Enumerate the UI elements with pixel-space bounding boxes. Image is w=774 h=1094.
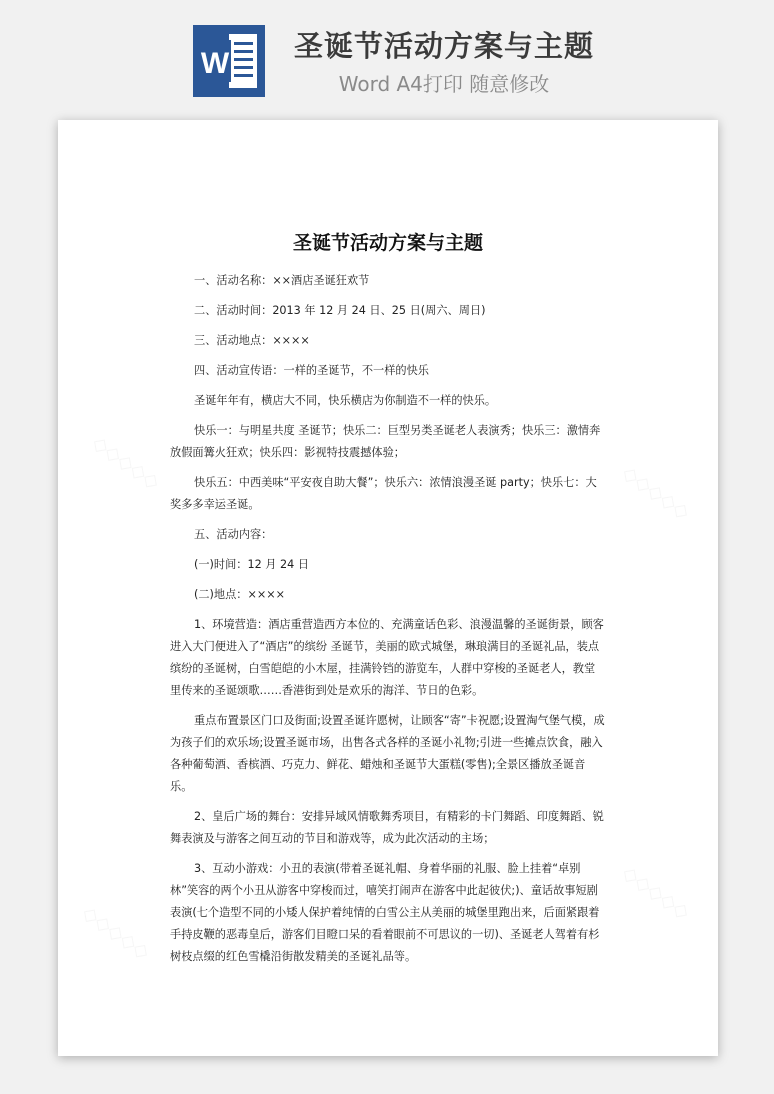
word-icon-letter: W [200,47,230,80]
paragraph: 重点布置景区门口及街面;设置圣诞许愿树，让顾客“寄”卡祝愿;设置淘气堡气模，成为孩子们的欢乐场;设置圣诞市场，出售各式各样的圣诞小礼物;引进一些摊点饮食，融入各种葡萄酒、香槟酒、巧克力、鲜花、蜡烛和圣诞节大蛋糕(零售);全景区播放圣诞音乐。 [170,714,605,793]
paragraph: 五、活动内容： [194,528,273,541]
paragraph: 三、活动地点：×××× [194,334,310,347]
word-icon [193,25,265,97]
paragraph: 3、互动小游戏：小丑的表演(带着圣诞礼帽、身着华丽的礼服、脸上挂着“卓别林”笑容的两个小丑从游客中穿梭而过，嘻笑打闹声在游客中此起彼伏;)、童话故事短剧表演(七个造型不同的小矮人保护着纯情的白雪公主从美丽的城堡里跑出来，后面紧跟着手持皮鞭的恶毒皇后，游客们目瞪口呆的看着眼前不可思议的一切)、圣诞老人驾着有杉树枝点缀的红色雪橇沿街散发精美的圣诞礼品等。 [170,862,600,963]
paragraph: 二、活动时间：2013 年 12 月 24 日、25 日(周六、周日) [194,304,486,317]
document-body [170,270,606,976]
paragraph: 快乐一：与明星共度 圣诞节；快乐二：巨型另类圣诞老人表演秀；快乐三：激情奔放假面篝火狂欢；快乐四：影视特技震撼体验； [170,424,601,459]
watermark [618,460,695,524]
paragraph: 圣诞年年有，横店大不同，快乐横店为你制造不一样的快乐。 [194,394,497,407]
paragraph: (二)地点：×××× [194,588,285,601]
watermark [78,900,155,964]
document-title: 圣诞节活动方案与主题 [292,232,483,254]
paragraph: 2、皇后广场的舞台：安排异域风情歌舞秀项目，有精彩的卡门舞蹈、印度舞蹈、锐舞表演及与游客之间互动的节目和游戏等，成为此次活动的主场； [170,810,604,845]
paragraph: 快乐五：中西美味“平安夜自助大餐”；快乐六：浓情浪漫圣诞 party；快乐七：大奖多多幸运圣诞。 [170,476,597,511]
paragraph: (一)时间：12 月 24 日 [194,558,309,571]
paragraph: 1、环境营造：酒店重营造西方本位的、充满童话色彩、浪漫温馨的圣诞街景，顾客进入大门便进入了“酒店”的缤纷 圣诞节，美丽的欧式城堡，琳琅满目的圣诞礼品，装点缤纷的圣诞树，白雪皑皑的小木屋，挂满铃铛的游览车，人群中穿梭的圣诞老人，教堂里传来的圣诞颂歌……香港街到处是欢乐的海洋、节日的色彩。 [170,618,604,697]
watermark [618,860,695,924]
header-banner [0,0,774,112]
banner-subtitle: Word A4打印 随意修改 [338,72,550,96]
paragraph: 一、活动名称：××酒店圣诞狂欢节 [194,274,370,287]
document-page [58,120,718,1056]
watermark [88,430,165,494]
paragraph: 四、活动宣传语：一样的圣诞节，不一样的快乐 [194,364,429,377]
banner-title: 圣诞节活动方案与主题 [293,29,594,63]
